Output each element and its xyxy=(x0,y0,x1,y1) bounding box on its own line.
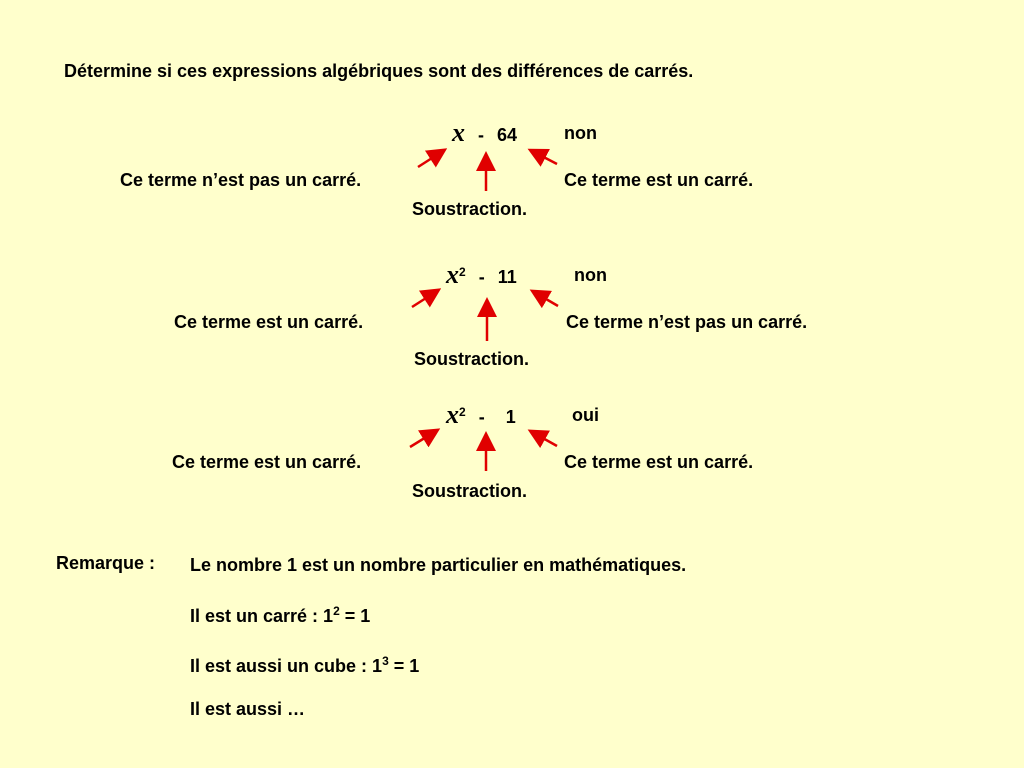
left-label-2: Ce terme est un carré. xyxy=(174,312,364,332)
exponent: 2 xyxy=(459,405,466,419)
remark-line-3-text: Il est aussi un cube : 1 xyxy=(190,656,383,676)
constant-term: 1 xyxy=(505,407,516,427)
left-label-3: Ce terme est un carré. xyxy=(172,452,362,472)
middle-label-2: Soustraction. xyxy=(414,349,530,369)
exponent: 2 xyxy=(333,604,340,618)
page-title: Détermine si ces expressions algébriques sont des différences de carrés. xyxy=(64,61,694,81)
minus-sign: - xyxy=(478,125,485,145)
variable-x: x xyxy=(446,260,459,289)
remark-line-3 xyxy=(190,650,470,677)
middle-label-1: Soustraction. xyxy=(412,199,528,219)
answer-2: non xyxy=(574,265,607,285)
remark-line-3-result: = 1 xyxy=(388,656,420,676)
right-label-2: Ce terme n’est pas un carré. xyxy=(566,312,808,332)
variable-x: x xyxy=(446,400,459,429)
left-label-1: Ce terme n’est pas un carré. xyxy=(120,170,362,190)
constant-term: 11 xyxy=(497,267,517,287)
remark-line-4: Il est aussi … xyxy=(190,699,306,719)
minus-sign: - xyxy=(478,407,485,427)
arrow-right-3 xyxy=(532,432,557,446)
middle-label-3: Soustraction. xyxy=(412,481,528,501)
minus-sign: - xyxy=(478,267,485,287)
arrow-left-1 xyxy=(418,151,443,167)
remark-label: Remarque : xyxy=(56,553,156,573)
remark-line-1: Le nombre 1 est un nombre particulier en mathématiques. xyxy=(190,555,687,575)
exponent: 3 xyxy=(382,654,389,668)
exponent: 2 xyxy=(459,265,466,279)
answer-3: oui xyxy=(572,405,599,425)
right-label-3: Ce terme est un carré. xyxy=(564,452,754,472)
remark-line-2-text: Il est un carré : 1 xyxy=(190,606,334,626)
remark-line-2-result: = 1 xyxy=(339,606,371,626)
right-label-1: Ce terme est un carré. xyxy=(564,170,754,190)
remark-line-2 xyxy=(190,600,370,627)
arrow-left-3 xyxy=(410,431,436,447)
arrow-left-2 xyxy=(412,291,437,307)
constant-term: 64 xyxy=(497,125,518,145)
variable-x: x xyxy=(452,118,465,147)
arrow-right-2 xyxy=(534,292,558,306)
answer-1: non xyxy=(564,123,597,143)
arrow-right-1 xyxy=(532,151,557,164)
